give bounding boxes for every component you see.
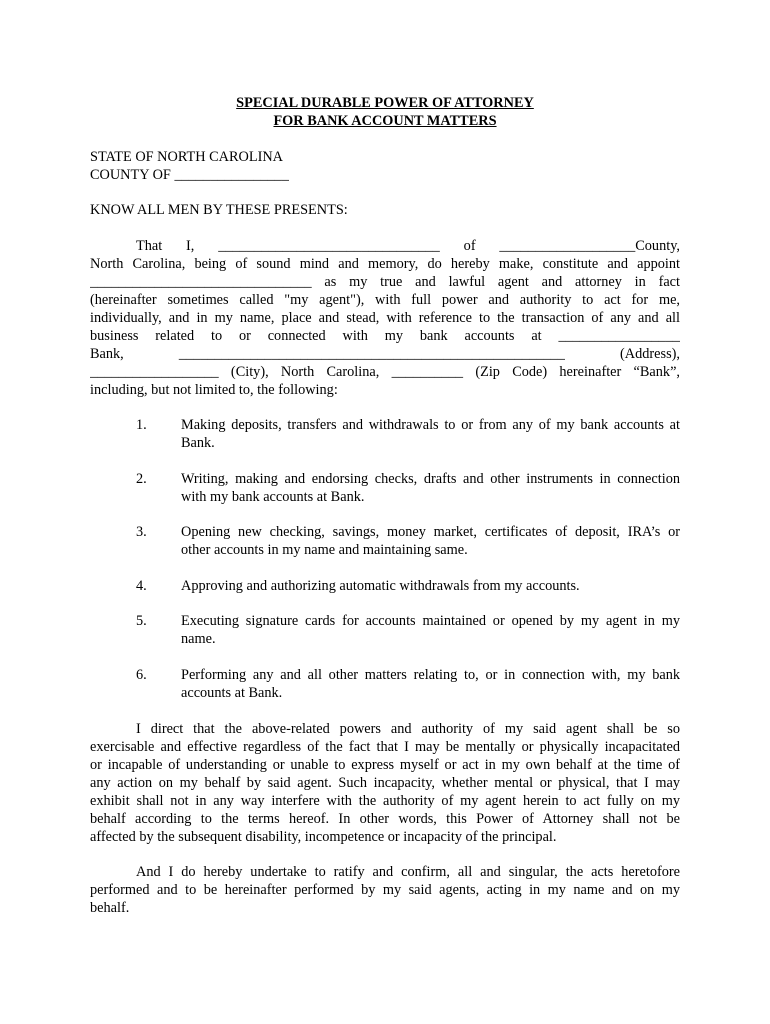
paragraph-line: individually, and in my name, place and stead, with reference to the transaction of any and all [90, 310, 680, 326]
list-item-line: name. [181, 631, 216, 647]
county-line: COUNTY OF ________________ [90, 167, 289, 183]
state-line: STATE OF NORTH CAROLINA [90, 149, 283, 165]
paragraph-line: North Carolina, being of sound mind and memory, do hereby make, constitute and appoint [90, 256, 680, 272]
list-item-line: Writing, making and endorsing checks, drafts and other instruments in connection [181, 471, 680, 487]
paragraph-line: exhibit shall not in any way interfere with the authority of my agent herein to act fully on my [90, 793, 680, 809]
list-item-line: Making deposits, transfers and withdrawals to or from any of my bank accounts at [181, 417, 680, 433]
list-item-line: accounts at Bank. [181, 685, 283, 701]
list-item-line: with my bank accounts at Bank. [181, 489, 365, 505]
list-item-line: Opening new checking, savings, money market, certificates of deposit, IRA’s or [181, 524, 680, 540]
paragraph-line: exercisable and effective regardless of the fact that I may be mentally or physically incapacitated [90, 739, 680, 755]
paragraph-line: including, but not limited to, the following: [90, 382, 338, 398]
list-item-line: Bank. [181, 435, 215, 451]
list-item-number: 6. [136, 667, 147, 683]
paragraph-line: any action on my behalf by said agent. Such incapacity, whether mental or physical, that I may [90, 775, 680, 791]
list-item-number: 5. [136, 613, 147, 629]
list-item-line: Approving and authorizing automatic withdrawals from my accounts. [181, 578, 580, 594]
document-title-line-2: FOR BANK ACCOUNT MATTERS [273, 113, 497, 129]
paragraph-line: behalf. [90, 900, 130, 916]
paragraph-line: business related to or connected with my bank accounts at _________________ [90, 328, 680, 344]
list-item-number: 2. [136, 471, 147, 487]
paragraph-line: I direct that the above-related powers and authority of my said agent shall be so [136, 721, 680, 737]
know-all-men-heading: KNOW ALL MEN BY THESE PRESENTS: [90, 202, 348, 218]
paragraph-line: (hereinafter sometimes called "my agent"), with full power and authority to act for me, [90, 292, 680, 308]
list-item-number: 3. [136, 524, 147, 540]
paragraph-line: That I, _______________________________ of ___________________County, [136, 238, 680, 254]
paragraph-line: And I do hereby undertake to ratify and confirm, all and singular, the acts heretofore [136, 864, 680, 880]
list-item-line: Executing signature cards for accounts maintained or opened by my agent in my [181, 613, 680, 629]
list-item-line: Performing any and all other matters relating to, or in connection with, my bank [181, 667, 680, 683]
paragraph-line: or incapable of understanding or unable to express myself or act in my own behalf at the time of [90, 757, 680, 773]
list-item-number: 4. [136, 578, 147, 594]
list-item-number: 1. [136, 417, 147, 433]
paragraph-line: __________________ (City), North Carolina, __________ (Zip Code) hereinafter “Bank”, [90, 364, 680, 380]
paragraph-line: performed and to be hereinafter performed by my said agents, acting in my name and on my [90, 882, 680, 898]
paragraph-line: Bank, ______________________________________________________ (Address), [90, 346, 680, 362]
paragraph-line: _______________________________ as my true and lawful agent and attorney in fact [90, 274, 680, 290]
paragraph-line: behalf according to the terms hereof. In other words, this Power of Attorney shall not be [90, 811, 680, 827]
document-title-line-1: SPECIAL DURABLE POWER OF ATTORNEY [236, 95, 534, 111]
paragraph-line: affected by the subsequent disability, incompetence or incapacity of the principal. [90, 829, 557, 845]
list-item-line: other accounts in my name and maintaining same. [181, 542, 468, 558]
